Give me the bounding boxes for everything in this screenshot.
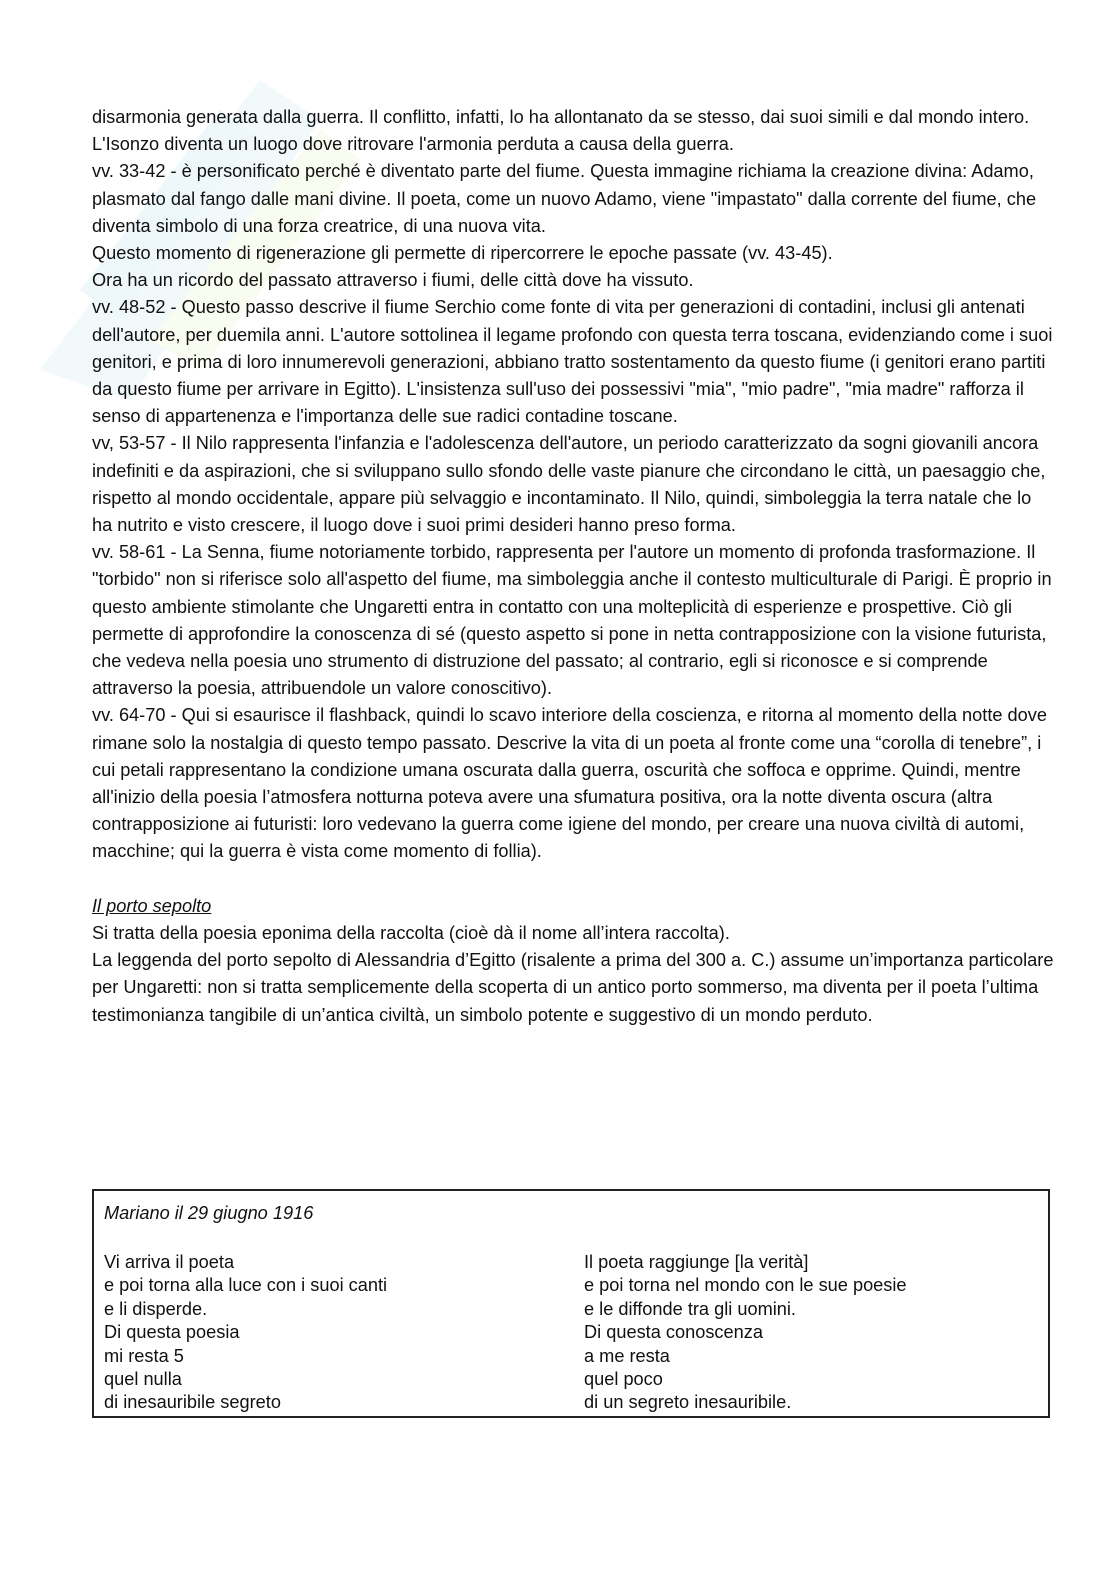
paragraph-vv-48-52: vv. 48-52 - Questo passo descrive il fiume Serchio come fonte di vita per generazioni di contadini, inclusi gli antenati dell'autore, per duemila anni. L'autore sottolinea il legame profondo con questa terra toscana, evidenziando come i suoi genitori, e prima di loro innumerevoli generazioni, abbiano tratto sostentamento da questo fiume (i genitori erano partiti da questo fiume per arrivare in Egitto). L'insistenza sull'uso dei possessivi "mia", "mio padre", "mia madre" rafforza il senso di appartenenza e l'importanza delle sue radici contadine toscane. [92, 297, 1053, 427]
poem-box [92, 1189, 1050, 1418]
paragraph-ricordo: Ora ha un ricordo del passato attraverso i fiumi, delle città dove ha vissuto. [92, 270, 694, 291]
poem-paraphrase-column [584, 1251, 907, 1415]
paragraph-vv-33-42: vv. 33-42 - è personificato perché è diventato parte del fiume. Questa immagine richiama la creazione divina: Adamo, plasmato dal fango dalle mani divine. Il poeta, come un nuovo Adamo, viene "impastato" dalla corrente del fiume, che diventa simbolo di una forza creatrice, di una nuova vita. [92, 161, 1037, 236]
poem-line: Vi arriva il poeta [104, 1252, 235, 1272]
paraphrase-line: a me resta [584, 1345, 670, 1366]
section-paragraph: La leggenda del porto sepolto di Alessandria d’Egitto (risalente a prima del 300 a. C.) assume un’importanza particolare per Ungaretti: non si tratta semplicemente della scoperta di un antico porto sommerso, ma diventa per il poeta l’ultima testimonianza tangibile di un’antica civiltà, un simbolo potente e suggestivo di un mondo perduto. [92, 950, 1054, 1025]
paragraph-rigenerazione: Questo momento di rigenerazione gli permette di ripercorrere le epoche passate (vv. 43-45). [92, 243, 833, 264]
paragraph-vv-58-61: vv. 58-61 - La Senna, fiume notoriamente torbido, rappresenta per l'autore un momento di profonda trasformazione. Il "torbido" non si riferisce solo all'aspetto del fiume, ma simboleggia anche il contesto multiculturale di Parigi. È proprio in questo ambiente stimolante che Ungaretti entra in contatto con una molteplicità di esperienze e prospettive. Ciò gli permette di approfondire la conoscenza di sé (questo aspetto si pone in netta contrapposizione con la visione futurista, che vedeva nella poesia uno strumento di distruzione del passato; al contrario, egli si riconosce e si comprende attraverso la poesia, attribuendole un valore conoscitivo). [92, 542, 1052, 699]
section-spacer [92, 866, 1054, 893]
paraphrase-line: quel poco [584, 1369, 663, 1390]
poem-line: quel nulla [104, 1369, 182, 1390]
paraphrase-line: Il poeta raggiunge [la verità] [584, 1252, 809, 1272]
paraphrase-line: Di questa conoscenza [584, 1322, 763, 1343]
document-body [92, 104, 1054, 1029]
paraphrase-line: e le diffonde tra gli uomini. [584, 1298, 796, 1319]
poem-line: di inesauribile segreto [104, 1392, 281, 1413]
section-title: Il porto sepolto [92, 895, 212, 916]
paraphrase-line: di un segreto inesauribile. [584, 1392, 792, 1413]
section-paragraph: Si tratta della poesia eponima della raccolta (cioè dà il nome all’intera raccolta). [92, 922, 730, 943]
poem-line: Di questa poesia [104, 1322, 240, 1343]
paragraph-disarmonia: disarmonia generata dalla guerra. Il conflitto, infatti, lo ha allontanato da se stesso, dai suoi simili e dal mondo intero. L'Isonzo diventa un luogo dove ritrovare l'armonia perduta a causa della guerra. [92, 107, 1030, 155]
poem-heading: Mariano il 29 giugno 1916 [104, 1203, 314, 1223]
paraphrase-line: e poi torna nel mondo con le sue poesie [584, 1275, 907, 1296]
paragraph-vv-53-57: vv, 53-57 - Il Nilo rappresenta l'infanzia e l'adolescenza dell'autore, un periodo caratterizzato da sogni giovanili ancora indefiniti e da aspirazioni, che si sviluppano sullo sfondo delle vaste pianure che circondano le città, un paesaggio che, rispetto al mondo occidentale, appare più selvaggio e incontaminato. Il Nilo, quindi, simboleggia la terra natale che lo ha nutrito e visto crescere, il luogo dove i suoi primi desideri hanno preso forma. [92, 433, 1046, 536]
paragraph-vv-64-70: vv. 64-70 - Qui si esaurisce il flashback, quindi lo scavo interiore della coscienza, e ritorna al momento della notte dove rimane solo la nostalgia di questo tempo passato. Descrive la vita di un poeta al fronte come una “corolla di tenebre”, i cui petali rappresentano la condizione umana oscurata dalla guerra, oscurità che soffoca e opprime. Quindi, mentre all'inizio della poesia l’atmosfera notturna poteva avere una sfumatura positiva, ora la notte diventa oscura (altra contrapposizione ai futuristi: loro vedevano la guerra come igiene del mondo, per creare una nuova civiltà di automi, macchine; qui la guerra è vista come momento di follia). [92, 705, 1047, 862]
poem-line: mi resta 5 [104, 1345, 184, 1366]
poem-line: e li disperde. [104, 1298, 208, 1319]
poem-original-column [104, 1251, 387, 1415]
poem-line: e poi torna alla luce con i suoi canti [104, 1275, 388, 1296]
